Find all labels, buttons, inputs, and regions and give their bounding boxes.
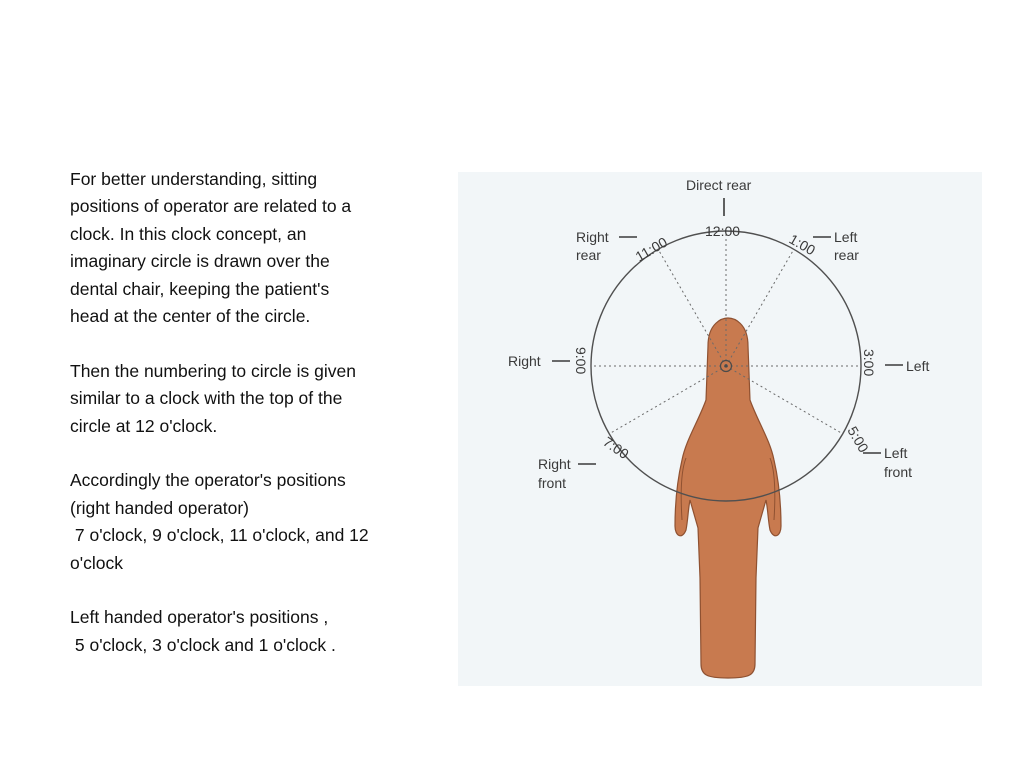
text-line: For better understanding, sitting (70, 169, 318, 189)
text-line: imaginary circle is drawn over the (70, 251, 330, 272)
text-line: Left handed operator's positions , (70, 607, 329, 628)
text-line: clock. In this clock concept, an (70, 223, 307, 244)
time-900: 9:00 (573, 347, 589, 375)
label-left-rear-line1: Left (834, 229, 858, 245)
time-1200: 12:00 (705, 223, 741, 239)
label-right-front-line1: Right (538, 456, 571, 472)
text-line: head at the center of the circle. (70, 306, 311, 327)
label-right-rear-line2: rear (576, 247, 601, 263)
paragraph-left-handed (70, 604, 442, 659)
text-line: circle at 12 o'clock. (70, 415, 218, 436)
label-right-front-line2: front (538, 475, 567, 491)
text-line: 7 o'clock, 9 o'clock, 11 o'clock, and 12 (70, 525, 369, 546)
time-1100: 11:00 (632, 233, 670, 265)
label-left-rear-line2: rear (834, 247, 859, 263)
label-left-front-line1: Left (884, 445, 908, 461)
text-line: positions of operator are related to a (70, 196, 352, 217)
text-line: o'clock (70, 552, 123, 573)
time-100: 1:00 (786, 230, 819, 259)
text-line: Accordingly the operator's positions (70, 470, 346, 491)
paragraph-numbering (70, 358, 442, 440)
clock-diagram (458, 168, 982, 688)
center-dot (724, 364, 727, 367)
label-right-rear-line1: Right (576, 229, 609, 245)
time-500: 5:00 (844, 423, 872, 456)
paragraph-right-handed (70, 467, 442, 577)
text-line: Then the numbering to circle is given (70, 360, 356, 381)
label-left-front-line2: front (884, 464, 913, 480)
text-line: similar to a clock with the top of the (70, 388, 343, 409)
time-700: 7:00 (600, 433, 632, 463)
clock-diagram-svg (458, 168, 982, 688)
label-right: Right (508, 353, 541, 369)
text-line: 5 o'clock, 3 o'clock and 1 o'clock . (70, 634, 336, 655)
paragraph-clock-concept (70, 166, 442, 330)
label-direct-rear: Direct rear (686, 177, 752, 193)
text-line: (right handed operator) (70, 497, 249, 518)
description-text (70, 166, 442, 659)
time-300: 3:00 (861, 349, 877, 377)
label-left: Left (906, 358, 930, 374)
text-line: dental chair, keeping the patient's (70, 278, 330, 299)
